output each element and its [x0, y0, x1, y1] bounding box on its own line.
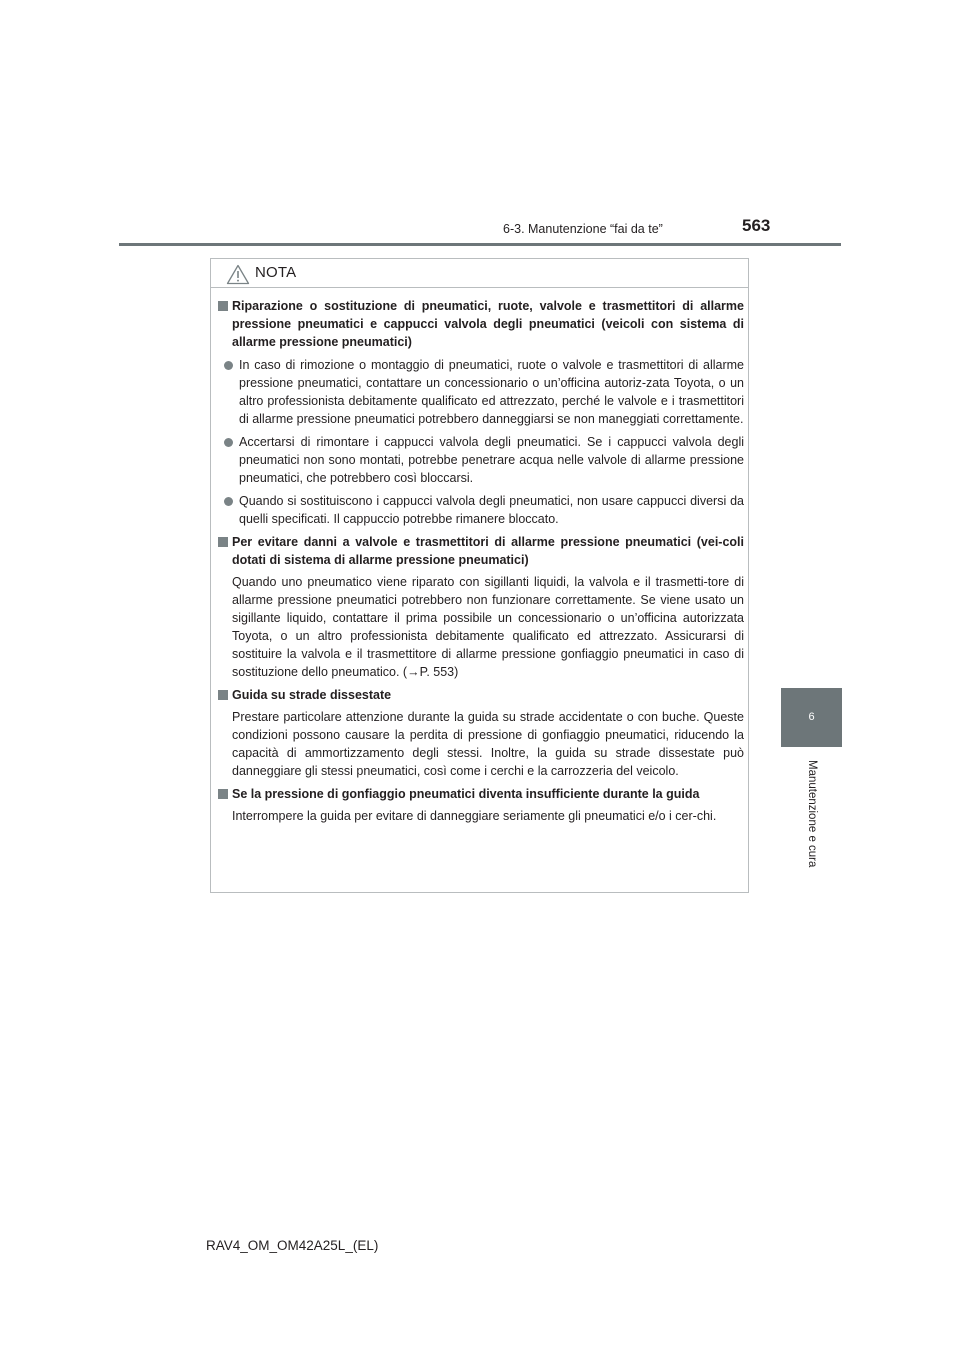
notice-section: [218, 686, 744, 780]
list-item-text: Quando si sostituiscono i cappucci valvola degli pneumatici, non usare cappucci diversi da quelli specificati. Il cappuccio potrebbe rimanere bloccato.: [239, 494, 744, 526]
list-item-text: In caso di rimozione o montaggio di pneumatici, ruote o valvole e trasmettitori di allarme pressione pneumatici, contattare un concessionario o un’officina autoriz-zata Toyota, o un altro professionista debitamente qualificato ed attrezzato, perché le valvole e i trasmettitori di allarme pressione pneumatici potrebbero danneggiarsi se non maneggiati correttamente.: [239, 358, 744, 426]
round-bullet-icon: [224, 438, 233, 447]
list-item: [218, 433, 744, 487]
notice-body: [218, 297, 744, 830]
section-paragraph: Prestare particolare attenzione durante la guida su strade accidentate o con buche. Queste condizioni possono causare la perdita di pressione di gonfiaggio pneumatici, riducendo la capacità di ammortizzamento degli stessi. Inoltre, la guida su strade dissestate può danneggiare gli stessi pneumatici, così come i cerchi e la carrozzeria del veicolo.: [232, 710, 744, 778]
square-bullet-icon: [218, 537, 228, 547]
list-item: [218, 492, 744, 528]
section-paragraph: Interrompere la guida per evitare di danneggiare seriamente gli pneumatici e/o i cer-chi.: [232, 809, 717, 823]
notice-label: NOTA: [255, 264, 297, 281]
section-title-text: Se la pressione di gonfiaggio pneumatici diventa insufficiente durante la guida: [232, 787, 700, 801]
chapter-tab-number: 6: [808, 711, 815, 723]
round-bullet-icon: [224, 361, 233, 370]
notice-section: [218, 785, 744, 825]
square-bullet-icon: [218, 789, 228, 799]
notice-header: [211, 259, 748, 288]
square-bullet-icon: [218, 690, 228, 700]
round-bullet-icon: [224, 497, 233, 506]
chapter-tab[interactable]: [781, 688, 842, 747]
square-bullet-icon: [218, 301, 228, 311]
page-number: 563: [742, 216, 771, 235]
list-item: [218, 356, 744, 428]
section-paragraph: Quando uno pneumatico viene riparato con sigillanti liquidi, la valvola e il trasmetti-tore di allarme pressione pneumatici potrebbero non funzionare correttamente. Se viene usato un sigillante liquido, contattare il prima possibile un concessionario o un’officina autorizzata Toyota, o un altro professionista debitamente qualificato ed attrezzato. Assicurarsi di sostituire la valvola e il trasmettitore di allarme pressione gonfiaggio pneumatici in caso di sostituzione dello pneumatico. (→P. 553): [232, 575, 744, 679]
section-title-text: Per evitare danni a valvole e trasmettitori di allarme pressione pneumatici (vei-coli dotati di sistema di allarme pressione pneumatici): [232, 535, 744, 567]
header-rule: [119, 243, 841, 246]
section-title: [218, 297, 744, 351]
page-header-section: 6-3. Manutenzione “fai da te”: [503, 222, 663, 236]
notice-box: [210, 258, 749, 893]
list-item-text: Accertarsi di rimontare i cappucci valvola degli pneumatici. Se i cappucci valvola degli pneumatici non sono montati, potrebbe penetrare acqua nelle valvole di allarme pressione pneumatici, che potrebbero così bloccarsi.: [239, 435, 744, 485]
section-title: [218, 533, 744, 569]
warning-triangle-icon: [226, 264, 250, 285]
notice-section: [218, 533, 744, 681]
section-title: [218, 686, 744, 704]
section-title-text: Riparazione o sostituzione di pneumatici, ruote, valvole e trasmettitori di allarme pressione pneumatici e cappucci valvola degli pneumatici (veicoli con sistema di allarme pressione pneumatici): [232, 299, 744, 349]
footer-document-code: RAV4_OM_OM42A25L_(EL): [206, 1238, 379, 1253]
section-title-text: Guida su strade dissestate: [232, 688, 392, 702]
chapter-side-title: Manutenzione e cura: [806, 760, 818, 868]
notice-section: [218, 297, 744, 528]
section-title: [218, 785, 744, 803]
